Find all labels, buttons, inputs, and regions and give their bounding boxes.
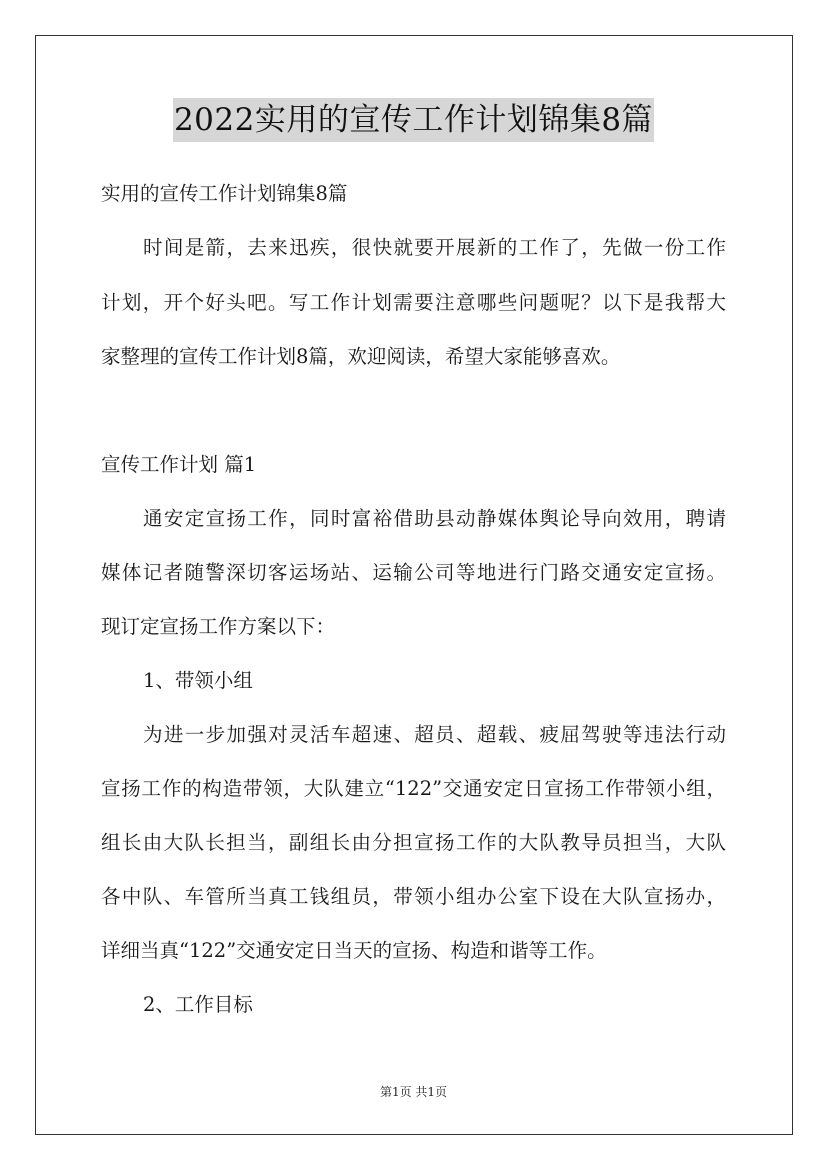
paragraph-line: 计划，开个好头吧。写工作计划需要注意哪些问题呢？以下是我帮大 [101,291,726,314]
paragraph-line: 通安定宣扬工作，同时富裕借助县动静媒体舆论导向效用，聘请 [143,507,726,530]
title-container [0,98,827,142]
paragraph-line: 各中队、车管所当真工钱组员，带领小组办公室下设在大队宣扬办， [101,885,726,908]
subtitle-line: 实用的宣传工作计划锦集8篇 [101,182,348,205]
paragraph-line: 详细当真“122”交通安定日当天的宣扬、构造和谐等工作。 [101,939,607,962]
subsection-heading: 2、工作目标 [143,993,253,1016]
page-number: 第1页 共1页 [379,1085,448,1099]
paragraph-line: 时间是箭，去来迅疾，很快就要开展新的工作了，先做一份工作 [143,236,726,259]
paragraph-line: 媒体记者随警深切客运场站、运输公司等地进行门路交通安定宣扬。 [101,561,726,584]
paragraph-line: 家整理的宣传工作计划8篇，欢迎阅读，希望大家能够喜欢。 [101,345,621,368]
paragraph-line: 组长由大队长担当，副组长由分担宣扬工作的大队教导员担当，大队 [101,831,726,854]
paragraph-line: 宣扬工作的构造带领，大队建立“122”交通安定日宣扬工作带领小组， [101,777,726,800]
section-heading: 宣传工作计划 篇1 [101,453,257,476]
subsection-heading: 1、带领小组 [143,669,253,692]
document-title: 2022实用的宣传工作计划锦集8篇 [173,98,654,142]
paragraph-line: 为进一步加强对灵活车超速、超员、超载、疲屈驾驶等违法行动 [143,723,726,746]
paragraph-line: 现订定宣扬工作方案以下： [101,615,336,638]
